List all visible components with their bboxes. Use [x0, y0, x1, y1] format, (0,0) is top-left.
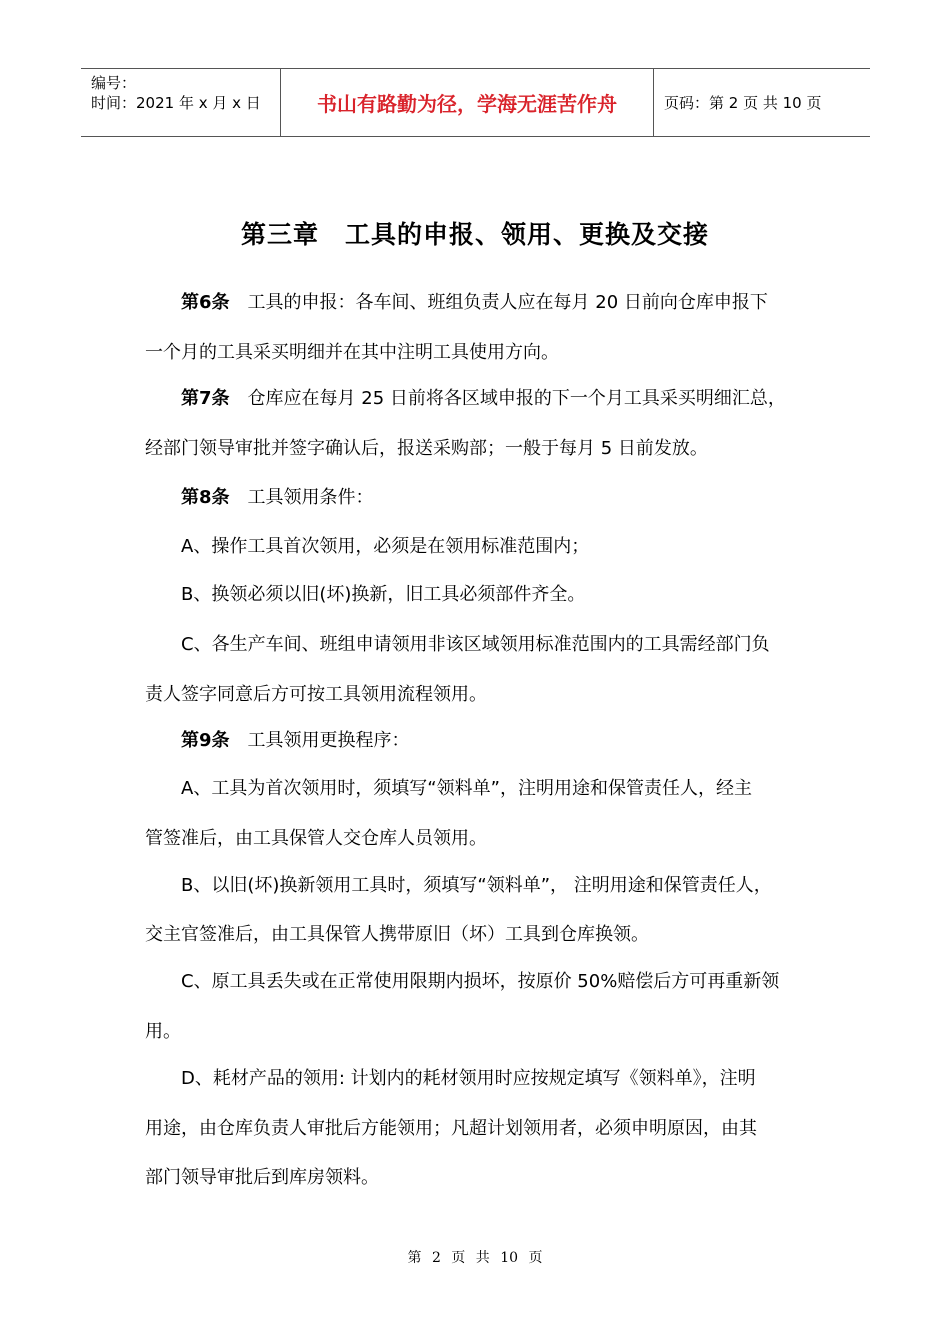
paragraph-line: 管签准后，由工具保管人交仓库人员领用。: [145, 828, 487, 849]
paragraph-line: B、换领必须以旧(坏)换新，旧工具必须部件齐全。: [181, 584, 586, 605]
paragraph-line: A、操作工具首次领用，必须是在领用标准范围内；: [181, 536, 590, 557]
number-label: 编号：: [91, 74, 137, 92]
article-number: 第8条: [181, 487, 230, 508]
page-footer: 第 2 页 共 10 页: [407, 1250, 543, 1266]
article-number: 第6条: [181, 292, 230, 313]
header-meta: [81, 69, 281, 136]
paragraph-line: 一个月的工具采买明细并在其中注明工具使用方向。: [145, 342, 559, 363]
paragraph-line: 第8条 工具领用条件：: [181, 487, 374, 508]
header-motto: 书山有路勤为径，学海无涯苦作舟: [281, 69, 654, 136]
paragraph-line: 第7条 仓库应在每月 25 日前将各区域申报的下一个月工具采买明细汇总，: [181, 388, 786, 409]
page-header: [81, 68, 870, 137]
article-number: 第7条: [181, 388, 230, 409]
paragraph-line: A、工具为首次领用时，须填写“领料单”，注明用途和保管责任人，经主: [181, 778, 752, 799]
paragraph-line: 交主官签准后，由工具保管人携带原旧（坏）工具到仓库换领。: [145, 924, 649, 945]
paragraph-line: 用。: [145, 1021, 181, 1042]
paragraph-line: 部门领导审批后到库房领料。: [145, 1167, 379, 1188]
article-number: 第9条: [181, 730, 230, 751]
paragraph-line: 第9条 工具领用更换程序：: [181, 730, 410, 751]
date-line: 时间：2021 年 x 月 x 日: [91, 94, 261, 112]
paragraph-line: C、原工具丢失或在正常使用限期内损坏，按原价 50%赔偿后方可再重新领: [181, 971, 780, 992]
paragraph-line: 责人签字同意后方可按工具领用流程领用。: [145, 684, 487, 705]
chapter-title: 第三章 工具的申报、领用、更换及交接: [240, 220, 709, 249]
paragraph-line: 用途，由仓库负责人审批后方能领用；凡超计划领用者，必须申明原因，由其: [145, 1118, 757, 1139]
paragraph-line: 第6条 工具的申报：各车间、班组负责人应在每月 20 日前向仓库申报下: [181, 292, 768, 313]
paragraph-line: B、以旧(坏)换新领用工具时，须填写“领料单”， 注明用途和保管责任人，: [181, 875, 772, 896]
header-page-info: 页码：第 2 页 共 10 页: [664, 94, 822, 112]
paragraph-line: D、耗材产品的领用: 计划内的耗材领用时应按规定填写《领料单》，注明: [181, 1068, 756, 1089]
paragraph-line: 经部门领导审批并签字确认后，报送采购部；一般于每月 5 日前发放。: [145, 438, 708, 459]
paragraph-line: C、各生产车间、班组申请领用非该区域领用标准范围内的工具需经部门负: [181, 634, 770, 655]
